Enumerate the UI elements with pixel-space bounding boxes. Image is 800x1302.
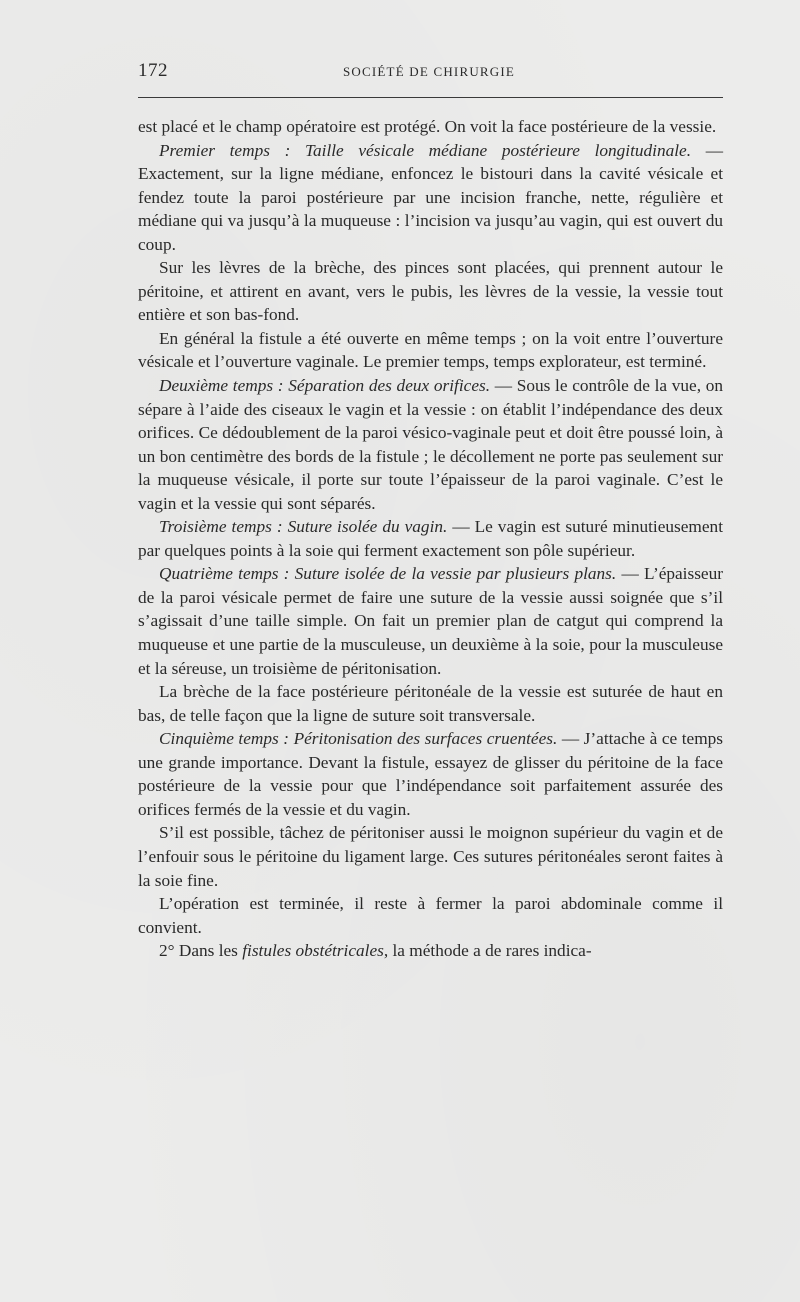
step-heading: Troisième temps : Suture isolée du vagin.	[159, 517, 448, 537]
paragraph: Sur les lèvres de la brèche, des pinces sont placées, qui prennent autour le péritoine, et attirent en avant, vers le pubis, les lèvres de la vessie, la vessie tout entière et son bas-fond.	[138, 258, 723, 325]
header-rule	[138, 97, 723, 98]
page-number: 172	[138, 60, 168, 81]
paragraph: Deuxième temps : Séparation des deux orifices. — Sous le contrôle de la vue, on sépare à l’aide des ciseaux le vagin et la vessie : on établit l’indépendance des deux orifices. Ce dédoublement de la paroi vésico-vaginale peut et doit être poussé loin, à un bon centimètre des bords de la fistule ; le décollement ne porte pas seulement sur la muqueuse vésicale, il porte sur toute l’épaisseur de la paroi vaginale. C’est le vagin et la vessie qui sont séparés.	[138, 376, 724, 513]
paragraph: S’il est possible, tâchez de péritoniser aussi le moignon supérieur du vagin et de l’enfouir sous le péritoine du ligament large. Ces sutures péritonéales seront faites à la soie fine.	[138, 823, 723, 890]
paragraph: 2° Dans les fistules obstétricales, la méthode a de rares indica-	[159, 941, 592, 961]
paragraph: Troisième temps : Suture isolée du vagin. — Le vagin est suturé minutieusement par quelques points à la soie qui ferment exactement son pôle supérieur.	[138, 517, 723, 560]
step-heading: Deuxième temps : Séparation des deux orifices.	[159, 376, 491, 396]
step-heading: Cinquième temps : Péritonisation des surfaces cruentées.	[159, 729, 558, 749]
body-text	[138, 115, 723, 963]
paragraph: L’opération est terminée, il reste à fermer la paroi abdominale comme il convient.	[138, 894, 723, 937]
page-header	[138, 60, 723, 84]
paragraph: Premier temps : Taille vésicale médiane postérieure longitudinale. — Exactement, sur la ligne médiane, enfoncez le bistouri dans la cavité vésicale et fendez toute la paroi postérieure par une incision franche, nette, régulière et médiane qui va jusqu’à la muqueuse : l’incision va jusqu’au vagin, qui est ouvert du coup.	[138, 140, 723, 254]
paragraph: La brèche de la face postérieure péritonéale de la vessie est suturée de haut en bas, de telle façon que la ligne de suture soit transversale.	[138, 682, 723, 725]
paragraph: Cinquième temps : Péritonisation des surfaces cruentées. — J’attache à ce temps une grande importance. Devant la fistule, essayez de glisser du péritoine de la face postérieure de la vessie pour que l’indépendance soit parfaitement assurée des orifices fermés de la vessie et du vagin.	[138, 729, 724, 819]
paragraph: est placé et le champ opératoire est protégé. On voit la face postérieure de la vessie.	[138, 117, 717, 136]
emphasis: fistules obstétricales	[242, 941, 384, 961]
running-title: SOCIÉTÉ DE CHIRURGIE	[343, 64, 516, 79]
step-heading: Quatrième temps : Suture isolée de la vessie par plusieurs plans.	[159, 564, 617, 584]
paragraph: En général la fistule a été ouverte en même temps ; on la voit entre l’ouverture vésicale et l’ouverture vaginale. Le premier temps, temps explorateur, est terminé.	[138, 328, 723, 372]
paragraph: Quatrième temps : Suture isolée de la vessie par plusieurs plans. — L’épaisseur de la paroi vésicale permet de faire une suture de la vessie aussi soignée que s’il s’agissait d’une taille simple. On fait un premier plan de catgut qui comprend la muqueuse et une partie de la musculeuse, un deuxième à la soie, pour la musculeuse et la séreuse, un troisième de péritonisation.	[138, 564, 723, 678]
step-heading: Premier temps : Taille vésicale médiane postérieure longitudinale.	[159, 140, 692, 160]
